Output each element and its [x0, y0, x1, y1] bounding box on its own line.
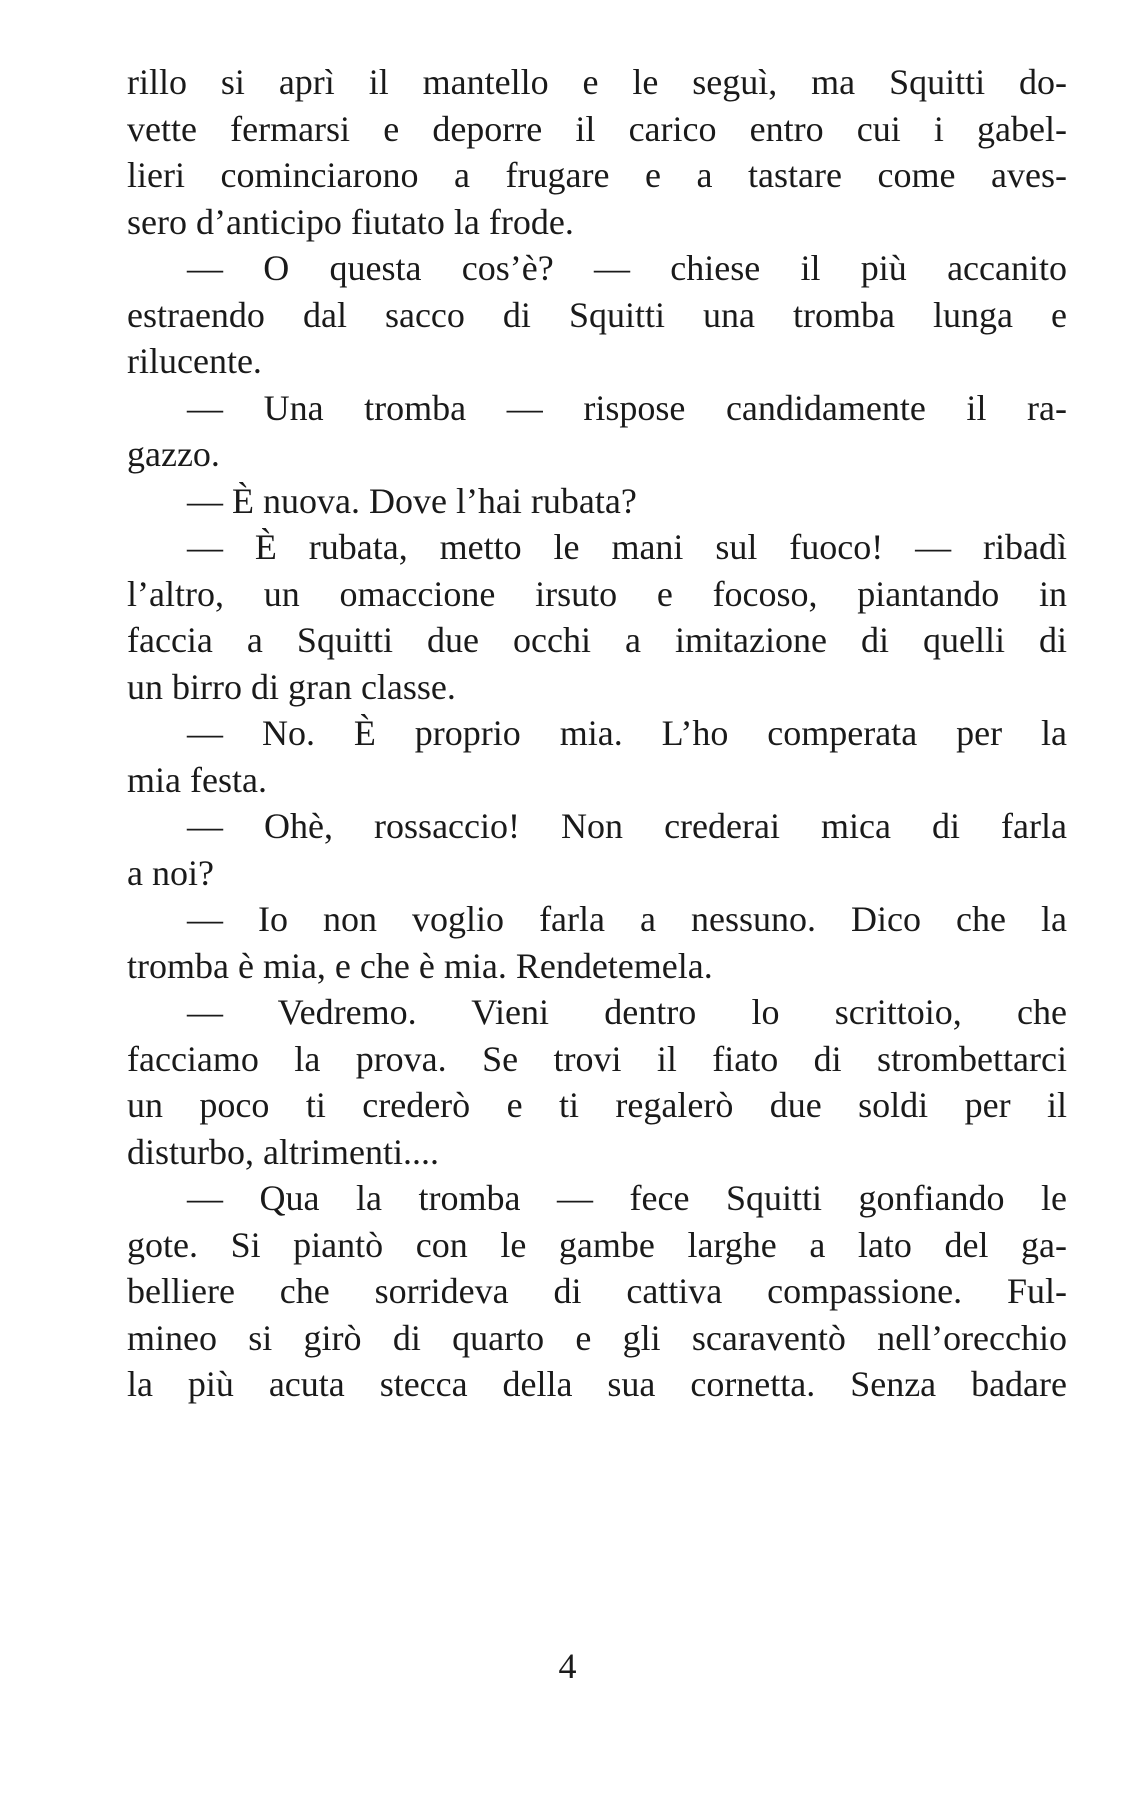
- text-line: mineo si girò di quarto e gli scaraventò nell’orecchio: [127, 1317, 1067, 1358]
- text-line: rilucente.: [127, 341, 262, 381]
- text-line: — O questa cos’è? — chiese il più accanito: [187, 248, 1067, 288]
- text-line: mia festa.: [127, 759, 267, 800]
- text-line: — Io non voglio farla a nessuno. Dico che la: [187, 899, 1067, 939]
- page-body: [127, 56, 1067, 1756]
- text-line: sero d’anticipo fiutato la frode.: [127, 201, 574, 242]
- text-line: belliere che sorrideva di cattiva compassione. Ful-: [127, 1271, 1067, 1311]
- text-line: gazzo.: [127, 434, 220, 474]
- text-line: disturbo, altrimenti....: [127, 1131, 439, 1172]
- text-line: la più acuta stecca della sua cornetta. Senza badare: [127, 1364, 1067, 1404]
- text-line: tromba è mia, e che è mia. Rendetemela.: [127, 945, 713, 986]
- page-number: 4: [558, 1646, 577, 1686]
- text-line: lieri cominciarono a frugare e a tastare come aves-: [127, 155, 1067, 195]
- text-line: un birro di gran classe.: [127, 666, 456, 707]
- text-line: un poco ti crederò e ti regalerò due soldi per il: [127, 1085, 1067, 1125]
- text-line: faccia a Squitti due occhi a imitazione di quelli di: [127, 620, 1067, 660]
- text-line: — No. È proprio mia. L’ho comperata per la: [187, 713, 1067, 753]
- text-line: — Ohè, rossaccio! Non crederai mica di farla: [187, 806, 1067, 846]
- text-line: gote. Si piantò con le gambe larghe a lato del ga-: [127, 1224, 1067, 1265]
- text-line: facciamo la prova. Se trovi il fiato di strombettarci: [127, 1038, 1067, 1079]
- text-line: estraendo dal sacco di Squitti una tromba lunga e: [127, 294, 1067, 335]
- text-line: — Vedremo. Vieni dentro lo scrittoio, che: [187, 992, 1067, 1032]
- text-line: a noi?: [127, 852, 214, 893]
- text-line: — È rubata, metto le mani sul fuoco! — ribadì: [187, 527, 1067, 567]
- text-line: — Una tromba — rispose candidamente il ra-: [187, 387, 1067, 428]
- text-line: l’altro, un omaccione irsuto e focoso, piantando in: [127, 573, 1067, 614]
- text-line: — È nuova. Dove l’hai rubata?: [187, 480, 637, 521]
- text-line: — Qua la tromba — fece Squitti gonfiando le: [187, 1178, 1067, 1218]
- text-line: vette fermarsi e deporre il carico entro cui i gabel-: [127, 108, 1067, 149]
- text-line: rillo si aprì il mantello e le seguì, ma Squitti do-: [127, 62, 1067, 102]
